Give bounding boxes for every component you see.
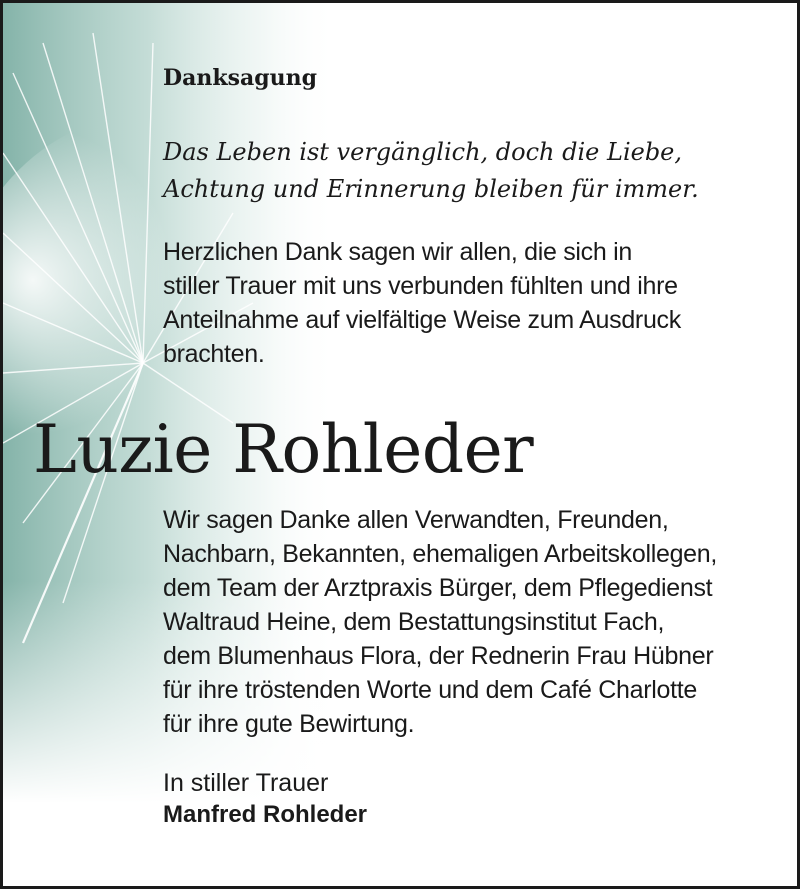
motto-line: Achtung und Erinnerung bleiben für immer. <box>163 175 699 203</box>
paragraph-line: stiller Trauer mit uns verbunden fühlten und ihre <box>163 272 678 300</box>
motto-line: Das Leben ist vergänglich, doch die Liebe, <box>163 138 683 166</box>
paragraph-line: Herzlichen Dank sagen wir allen, die sich in <box>163 238 632 266</box>
motto-quote <box>163 134 699 208</box>
paragraph-line: für ihre tröstenden Worte und dem Café Charlotte <box>163 676 698 704</box>
paragraph-line: Anteilnahme auf vielfältige Weise zum Ausdruck <box>163 306 681 334</box>
thanks-paragraph <box>163 235 681 371</box>
closing-phrase: In stiller Trauer <box>163 769 329 797</box>
detail-paragraph <box>163 503 717 741</box>
paragraph-line: dem Blumenhaus Flora, der Rednerin Frau Hübner <box>163 642 714 670</box>
notice-heading: Danksagung <box>163 65 317 91</box>
paragraph-line: dem Team der Arztpraxis Bürger, dem Pflegedienst <box>163 574 713 602</box>
paragraph-line: für ihre gute Bewirtung. <box>163 710 415 738</box>
notice-content <box>3 3 800 889</box>
deceased-name: Luzie Rohleder <box>33 411 534 488</box>
paragraph-line: Nachbarn, Bekannten, ehemaligen Arbeitskollegen, <box>163 540 718 568</box>
paragraph-line: Waltraud Heine, dem Bestattungsinstitut Fach, <box>163 608 665 636</box>
paragraph-line: brachten. <box>163 340 265 368</box>
paragraph-line: Wir sagen Danke allen Verwandten, Freunden, <box>163 506 669 534</box>
mourner-signature: Manfred Rohleder <box>163 801 368 828</box>
